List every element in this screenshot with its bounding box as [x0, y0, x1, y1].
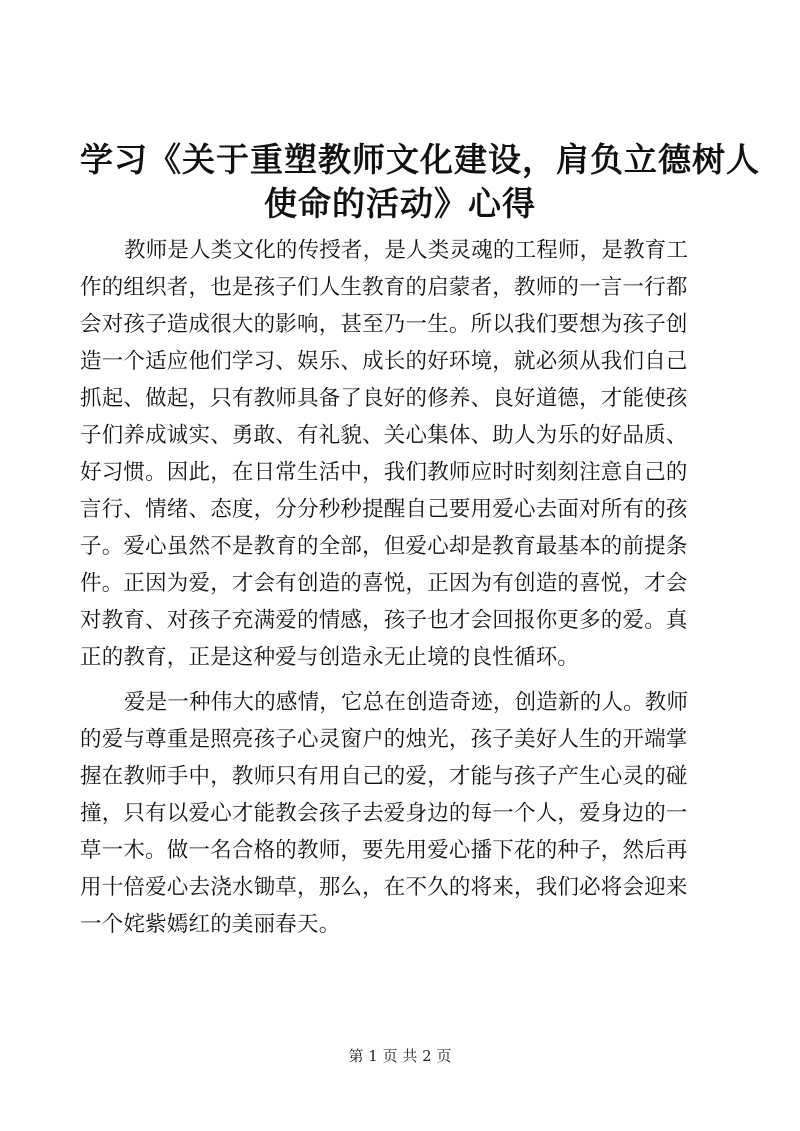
paragraph-1-line: 言行、情绪、态度，分分秒秒提醒自己要用爱心去面对所有的孩 [80, 497, 688, 522]
paragraph-2-line: 用十倍爱心去浇水锄草，那么，在不久的将来，我们必将会迎来 [80, 875, 688, 900]
paragraph-1-line: 作的组织者，也是孩子们人生教育的启蒙者，教师的一言一行都 [80, 275, 688, 300]
paragraph-1-line: 教师是人类文化的传授者，是人类灵魂的工程师，是教育工 [124, 238, 689, 263]
title-line: 使命的活动》心得 [264, 184, 536, 223]
paragraph-2-line: 一个姹紫嫣红的美丽春天。 [80, 912, 341, 937]
paragraph-1-line: 正的教育，正是这种爱与创造永无止境的良性循环。 [80, 645, 580, 670]
paragraph-2-line: 草一木。做一名合格的教师，要先用爱心播下花的种子，然后再 [80, 838, 688, 863]
document-title [80, 138, 760, 226]
paragraph-1-line: 子。爱心虽然不是教育的全部，但爱心却是教育最基本的前提条 [80, 534, 688, 559]
page-footer: 第 1 页 共 2 页 [348, 1047, 452, 1065]
paragraph-1-line: 对教育、对孩子充满爱的情感，孩子也才会回报你更多的爱。真 [80, 608, 688, 633]
paragraph-2-line: 的爱与尊重是照亮孩子心灵窗户的烛光，孩子美好人生的开端掌 [80, 727, 688, 752]
paragraph-2-line: 撞，只有以爱心才能教会孩子去爱身边的每一个人，爱身边的一 [80, 801, 688, 826]
paragraph-1-line: 件。正因为爱，才会有创造的喜悦，正因为有创造的喜悦，才会 [80, 571, 688, 596]
paragraph-1-line: 会对孩子造成很大的影响，甚至乃一生。所以我们要想为孩子创 [80, 312, 688, 337]
paragraph-2-line: 爱是一种伟大的感情，它总在创造奇迹，创造新的人。教师 [124, 690, 689, 715]
paragraph-1-line: 好习惯。因此，在日常生活中，我们教师应时时刻刻注意自己的 [80, 460, 688, 485]
paragraph-1-line: 子们养成诚实、勇敢、有礼貌、关心集体、助人为乐的好品质、 [80, 423, 688, 448]
paragraph-1-line: 造一个适应他们学习、娱乐、成长的好环境，就必须从我们自己 [80, 349, 688, 374]
title-line: 学习《关于重塑教师文化建设，肩负立德树人 [80, 140, 760, 179]
paragraph-1-line: 抓起、做起，只有教师具备了良好的修养、良好道德，才能使孩 [80, 386, 688, 411]
paragraph-2-line: 握在教师手中，教师只有用自己的爱，才能与孩子产生心灵的碰 [80, 764, 688, 789]
